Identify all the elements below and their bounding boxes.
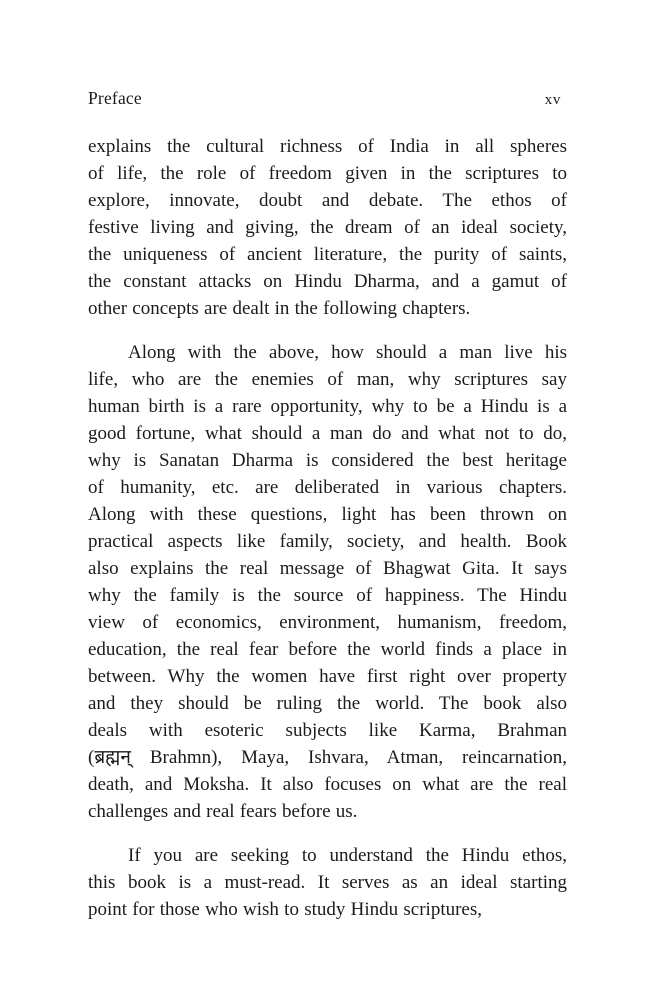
text-line: If you are seeking to understand the Hindu ethos, (128, 845, 567, 866)
text-line: the constant attacks on Hindu Dharma, and a gamut of (88, 271, 567, 292)
text-line: the uniqueness of ancient literature, the purity of saints, (88, 244, 567, 265)
text-line: why is Sanatan Dharma is considered the best heritage (88, 450, 567, 471)
text-line: life, who are the enemies of man, why scriptures say (88, 369, 567, 390)
paragraph (88, 842, 567, 923)
text-line: of humanity, etc. are deliberated in various chapters. (88, 477, 567, 498)
text-line: this book is a must-read. It serves as an ideal starting (88, 872, 567, 893)
text-line: death, and Moksha. It also focuses on what are the real (88, 774, 567, 795)
paragraph (88, 339, 567, 825)
running-header-title: Preface (88, 88, 142, 108)
text-line: point for those who wish to study Hindu scriptures, (88, 899, 483, 920)
paragraph (88, 133, 567, 322)
text-line: (ब्रह्मन् Brahmn), Maya, Ishvara, Atman, reincarnation, (88, 747, 567, 768)
text-line: explore, innovate, doubt and debate. The ethos of (88, 190, 567, 211)
text-line: festive living and giving, the dream of an ideal society, (88, 217, 567, 238)
text-line: of life, the role of freedom given in the scriptures to (88, 163, 567, 184)
text-line: Along with these questions, light has been thrown on (88, 504, 567, 525)
text-line: challenges and real fears before us. (88, 801, 358, 822)
text-line: human birth is a rare opportunity, why to be a Hindu is a (88, 396, 567, 417)
text-line: deals with esoteric subjects like Karma, Brahman (88, 720, 567, 741)
page-header (88, 88, 567, 109)
text-line: education, the real fear before the world finds a place in (88, 639, 567, 660)
text-line: good fortune, what should a man do and what not to do, (88, 423, 567, 444)
page-body (88, 133, 567, 923)
text-line: other concepts are dealt in the following chapters. (88, 298, 471, 319)
text-line: explains the cultural richness of India in all spheres (88, 136, 567, 157)
page-number: xv (544, 92, 561, 108)
text-line: why the family is the source of happiness. The Hindu (88, 585, 567, 606)
text-line: between. Why the women have first right over property (88, 666, 567, 687)
text-line: also explains the real message of Bhagwat Gita. It says (88, 558, 567, 579)
text-line: and they should be ruling the world. The book also (88, 693, 567, 714)
text-line: view of economics, environment, humanism, freedom, (88, 612, 567, 633)
text-line: practical aspects like family, society, and health. Book (88, 531, 567, 552)
text-line: Along with the above, how should a man live his (128, 342, 567, 363)
